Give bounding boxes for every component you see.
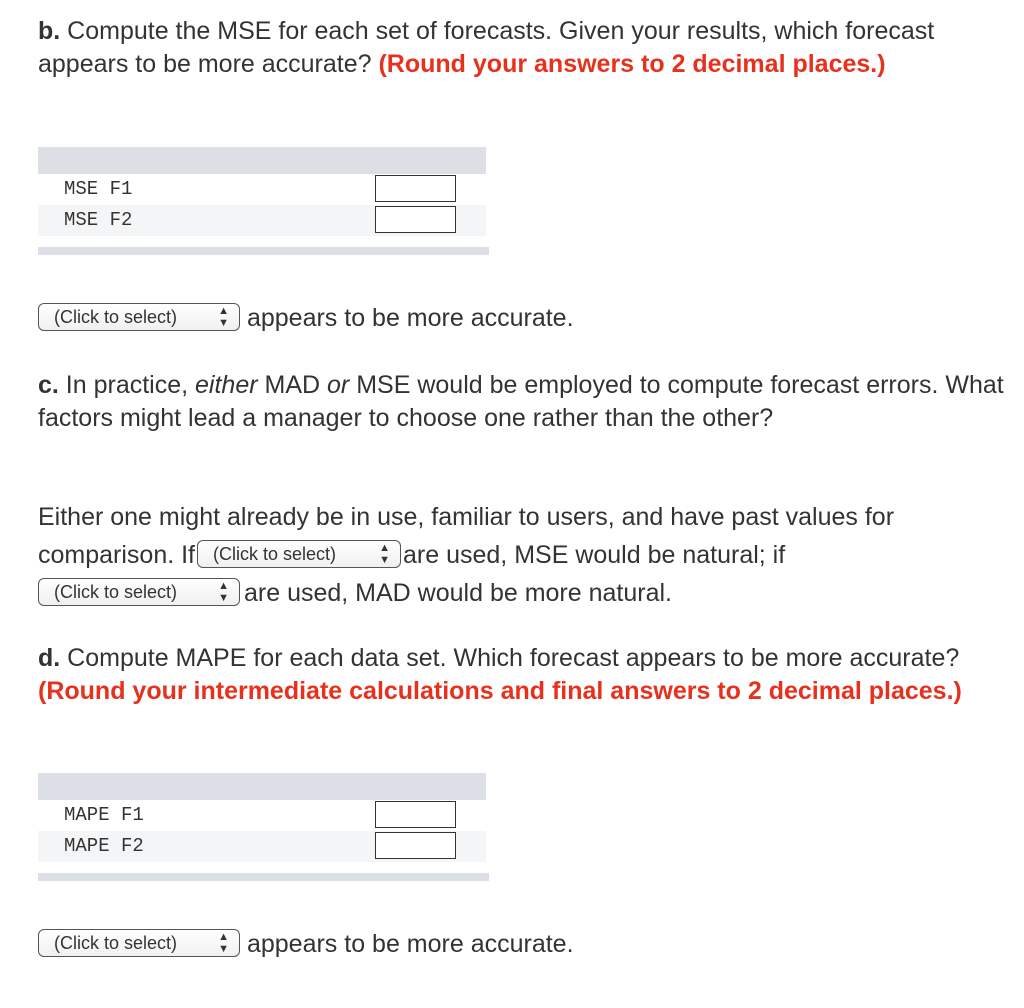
part-d-select-suffix: appears to be more accurate. [246, 930, 574, 958]
up-down-arrows-icon: ▲ ▼ [379, 542, 391, 567]
part-c-select-2[interactable] [38, 578, 240, 606]
part-d-question [38, 642, 1008, 707]
part-c-text-3: MSE would be employed to compute forecast errors. What factors might lead a manager to choose one rather than the other? [38, 371, 1004, 432]
mse-table-header [38, 147, 486, 174]
part-d-accuracy-select[interactable] [38, 929, 240, 957]
mape-table-footer [38, 873, 489, 881]
mse-f2-label: MSE F2 [64, 209, 133, 231]
part-d-instruction: (Round your intermediate calculations and final answers to 2 decimal places.) [38, 676, 962, 705]
mape-f2-label: MAPE F2 [64, 835, 144, 857]
part-c-answer-2: are used, MSE would be natural; if [403, 541, 786, 569]
part-b-instruction: (Round your answers to 2 decimal places.) [378, 49, 886, 78]
up-down-arrows-icon: ▲ ▼ [218, 305, 229, 330]
part-c-text-1: In practice, [58, 371, 196, 399]
part-b-answer-line [38, 302, 574, 334]
mse-table [38, 147, 486, 236]
table-row [38, 174, 486, 205]
up-down-arrows-icon: ▲ ▼ [218, 931, 229, 956]
mse-f1-label: MSE F1 [64, 178, 133, 200]
up-down-arrows-icon: ▲ ▼ [218, 580, 229, 605]
part-c-answer [38, 498, 1008, 612]
part-d-answer-line [38, 928, 574, 960]
table-row [38, 205, 486, 236]
mape-f2-input[interactable] [375, 832, 456, 859]
part-b-letter: b. [38, 17, 61, 45]
mape-f1-input[interactable] [375, 801, 456, 828]
part-d-letter: d. [38, 644, 61, 672]
part-c-select-1[interactable] [197, 540, 401, 568]
mse-f1-input[interactable] [375, 175, 456, 202]
part-b-question [38, 15, 1008, 80]
part-c-question [38, 369, 1008, 434]
part-d-question-text: Compute MAPE for each data set. Which forecast appears to be more accurate? [60, 644, 960, 672]
part-c-select-2-label: (Click to select) [54, 582, 178, 603]
part-b-select-label: (Click to select) [54, 307, 178, 328]
part-b-select-suffix: appears to be more accurate. [246, 304, 574, 332]
mape-table [38, 773, 486, 862]
part-c-answer-1: Either one might already be in use, familiar to users, and have past values for comparison. If [38, 503, 895, 569]
part-c-answer-3: are used, MAD would be more natural. [244, 579, 672, 607]
part-c-select-1-label: (Click to select) [213, 544, 337, 565]
part-b-accuracy-select[interactable] [38, 303, 240, 331]
part-b-question-text: Compute the MSE for each set of forecasts. Given your results, which forecast appears to be more accurate? [38, 17, 935, 78]
table-row [38, 831, 486, 862]
part-c-text-2: MAD [257, 371, 328, 399]
mse-f2-input[interactable] [375, 206, 456, 233]
mse-table-footer [38, 247, 489, 255]
part-c-either: either [195, 371, 258, 399]
part-c-or: or [327, 371, 350, 399]
part-d-select-label: (Click to select) [54, 933, 178, 954]
mape-table-header [38, 773, 486, 800]
table-row [38, 800, 486, 831]
mape-f1-label: MAPE F1 [64, 804, 144, 826]
part-c-letter: c. [38, 371, 59, 399]
